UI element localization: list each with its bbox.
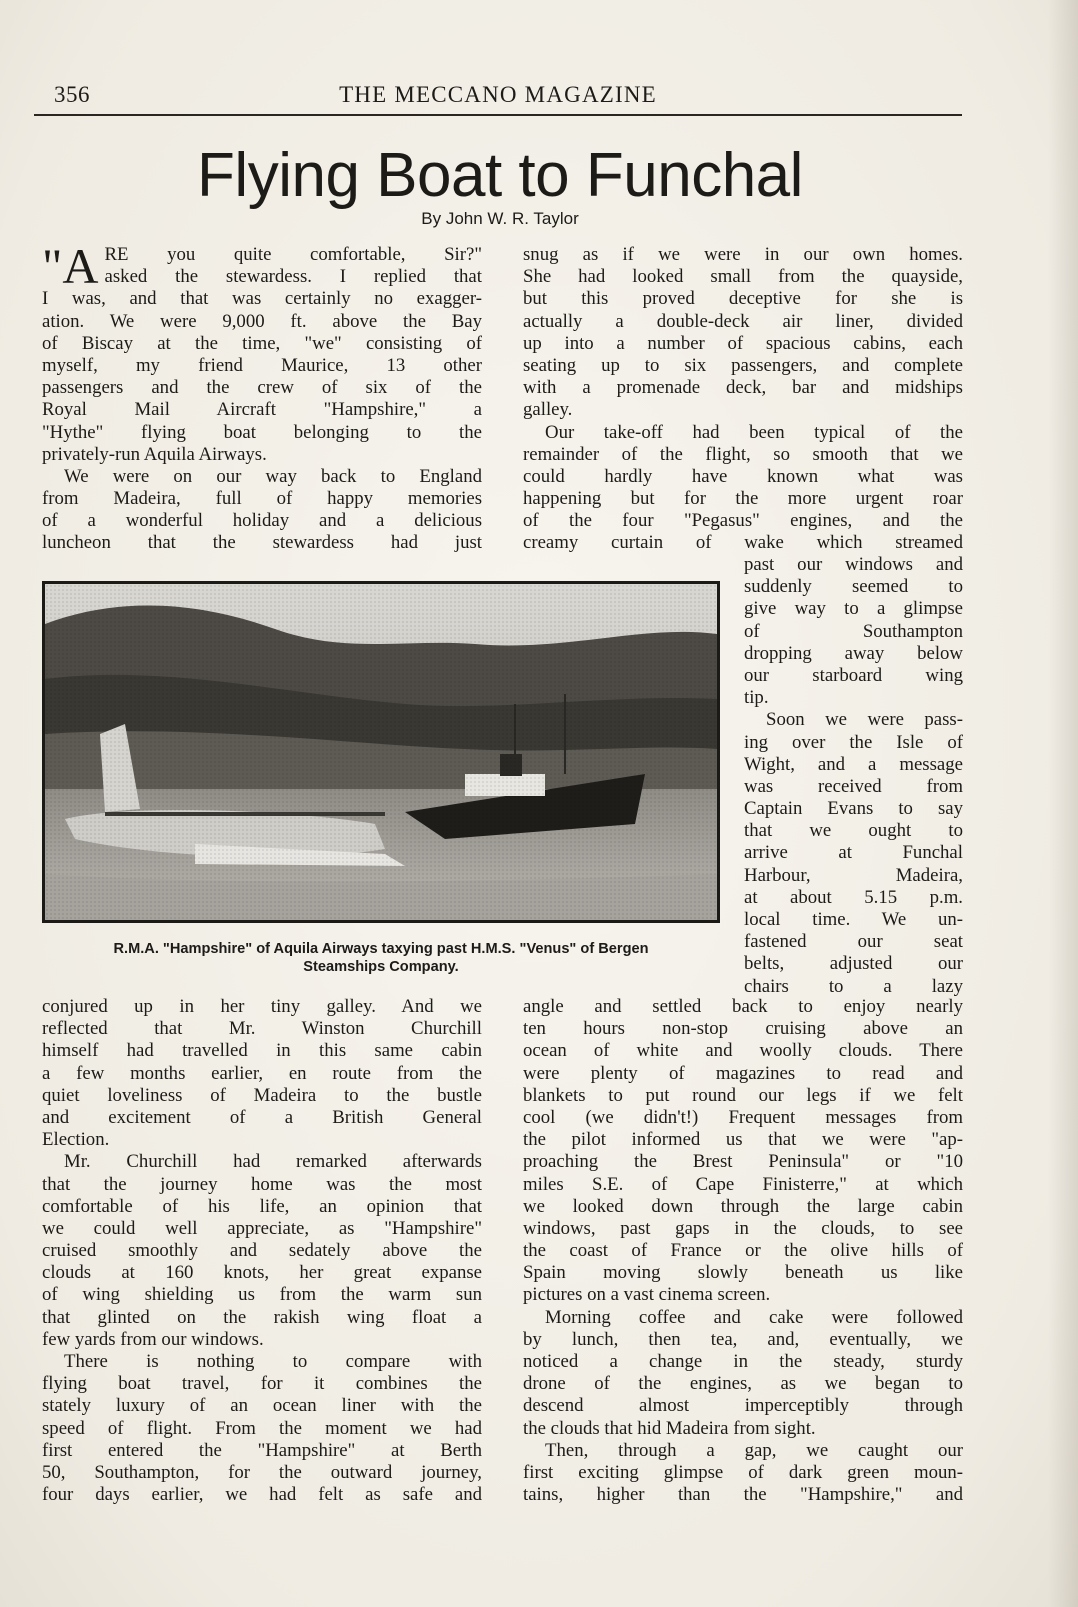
text-line: was received from	[744, 775, 963, 797]
text-line: of a wonderful holiday and a delicious	[42, 510, 482, 532]
text-line: fastened our seat	[744, 931, 963, 953]
text-line: clouds at 160 knots, her great expanse	[42, 1262, 482, 1284]
text-line: belts, adjusted our	[744, 953, 963, 975]
text-line: of Southampton	[744, 620, 963, 642]
page-edge-shadow	[1048, 0, 1078, 1607]
text-line: conjured up in her tiny galley. And we	[42, 996, 482, 1017]
text-line: that the journey home was the most	[42, 1173, 482, 1195]
text-line: himself had travelled in this same cabin	[42, 1040, 482, 1062]
column-narrow-beside-photo	[744, 554, 963, 998]
text-line: that glinted on the rakish wing float a	[42, 1306, 482, 1328]
text-line: a few months earlier, en route from the	[42, 1062, 482, 1084]
column-left-bottom	[42, 996, 482, 1506]
text-line: Election.	[42, 1129, 110, 1151]
text-line: quiet loveliness of Madeira to the bustle	[42, 1084, 482, 1106]
header-rule	[34, 114, 962, 116]
page-number: 356	[54, 82, 90, 107]
figure-caption	[42, 940, 720, 976]
text-line: drone of the engines, as we began to	[523, 1373, 963, 1395]
text-line: privately-run Aquila Airways.	[42, 443, 267, 465]
text-line: comfortable of his life, an opinion that	[42, 1195, 482, 1217]
text-line: ten hours non-stop cruising above an	[523, 1018, 963, 1040]
harbour-photo-illustration	[45, 584, 717, 920]
text-line: were plenty of magazines to read and	[523, 1062, 963, 1084]
text-line: that we ought to	[744, 820, 963, 842]
drop-cap: "A	[42, 238, 99, 294]
text-line: suddenly seemed to	[744, 576, 963, 598]
text-line: and excitement of a British General	[42, 1106, 482, 1128]
text-line: blankets to put round our legs if we felt	[523, 1084, 963, 1106]
text-line: few yards from our windows.	[42, 1328, 264, 1350]
text-line: snug as if we were in our own homes.	[523, 244, 963, 265]
text-line: pictures on a vast cinema screen.	[523, 1284, 771, 1306]
text-line: at about 5.15 p.m.	[744, 886, 963, 908]
text-line: with a promenade deck, bar and midships	[523, 377, 963, 399]
text-line: chairs to a lazy	[744, 975, 963, 997]
column-left-top	[42, 238, 482, 555]
text-line: Royal Mail Aircraft "Hampshire," a	[42, 399, 482, 421]
text-line: Spain moving slowly beneath us like	[523, 1262, 963, 1284]
magazine-title: THE MECCANO MAGAZINE	[339, 82, 657, 107]
text-line: luncheon that the stewardess had just	[42, 532, 482, 554]
text-line: proaching the Brest Peninsula" or "10	[523, 1151, 963, 1173]
text-line: the coast of France or the olive hills of	[523, 1240, 963, 1262]
text-line: of the four "Pegasus" engines, and the	[523, 510, 963, 532]
text-line: dropping away below	[744, 642, 963, 664]
text-line: cruised smoothly and sedately above the	[42, 1240, 482, 1262]
text-line: myself, my friend Maurice, 13 other	[42, 354, 482, 376]
caption-line: R.M.A. "Hampshire" of Aquila Airways taxying past H.M.S. "Venus" of Bergen	[113, 941, 649, 957]
text-line: asked the stewardess. I replied that	[104, 266, 482, 288]
text-line: of wing shielding us from the warm sun	[42, 1284, 482, 1306]
text-line: the pilot informed us that we were "ap-	[523, 1129, 963, 1151]
text-line: Our take-off had been typical of the	[545, 421, 963, 443]
text-line: give way to a glimpse	[744, 598, 963, 620]
text-line: from Madeira, full of happy memories	[42, 488, 482, 510]
text-line: seating up to six passengers, and complete	[523, 354, 963, 376]
text-line: we looked down through the large cabin	[523, 1195, 963, 1217]
text-line: Wight, and a message	[744, 753, 963, 775]
text-line: could hardly have known what was	[523, 465, 963, 487]
text-line: galley.	[523, 399, 573, 421]
text-line: our starboard wing	[744, 664, 963, 686]
text-line: ing over the Isle of	[744, 731, 963, 753]
text-line: There is nothing to compare with	[64, 1351, 482, 1372]
text-line: miles S.E. of Cape Finisterre," at which	[523, 1173, 963, 1195]
text-line: we could well appreciate, as "Hampshire"	[42, 1217, 482, 1239]
text-line: stately luxury of an ocean liner with the	[42, 1395, 482, 1417]
text-line: of Biscay at the time, "we" consisting of	[42, 332, 482, 354]
text-line: the clouds that hid Madeira from sight.	[523, 1417, 816, 1439]
article-title: Flying Boat to Funchal	[197, 141, 803, 210]
text-line: Soon we were pass-	[766, 709, 963, 731]
text-line: Harbour, Madeira,	[744, 864, 963, 886]
text-line: windows, past gaps in the clouds, to see	[523, 1217, 963, 1239]
text-line: Then, through a gap, we caught our	[545, 1439, 963, 1461]
text-line: but this proved deceptive for she is	[523, 288, 963, 310]
text-line: She had looked small from the quayside,	[523, 266, 963, 288]
text-line: flying boat travel, for it combines the	[42, 1373, 482, 1395]
text-line: descend almost imperceptibly through	[523, 1395, 963, 1417]
text-line: ation. We were 9,000 ft. above the Bay	[42, 310, 482, 332]
text-line: up into a number of spacious cabins, each	[523, 332, 963, 354]
text-line: Mr. Churchill had remarked afterwards	[64, 1151, 482, 1173]
text-line: ocean of white and woolly clouds. There	[523, 1040, 963, 1062]
page-header	[34, 78, 962, 114]
text-line: noticed a change in the steady, sturdy	[523, 1351, 963, 1372]
column-right-bottom	[523, 996, 963, 1506]
text-line: cool (we didn't!) Frequent messages from	[523, 1106, 963, 1128]
text-line: first entered the "Hampshire" at Berth	[42, 1439, 482, 1461]
text-line: angle and settled back to enjoy nearly	[523, 996, 963, 1017]
text-line: remainder of the flight, so smooth that we	[523, 443, 963, 465]
text-line: by lunch, then tea, and, eventually, we	[523, 1328, 963, 1350]
text-line: past our windows and	[744, 554, 963, 575]
text-line: I was, and that was certainly no exagger-	[42, 288, 482, 310]
text-line: We were on our way back to England	[64, 465, 482, 487]
text-line: first exciting glimpse of dark green moun-	[523, 1461, 963, 1483]
text-line: tip.	[744, 687, 769, 709]
text-line: local time. We un-	[744, 909, 963, 930]
text-line: four days earlier, we had felt as safe and	[42, 1484, 482, 1506]
text-line: arrive at Funchal	[744, 842, 963, 864]
photo-flying-boat-and-ship	[42, 581, 720, 923]
text-line: actually a double-deck air liner, divided	[523, 310, 963, 332]
text-line: Captain Evans to say	[744, 798, 963, 820]
text-line: "Hythe" flying boat belonging to the	[42, 421, 482, 443]
column-right-top	[523, 244, 963, 555]
text-line: reflected that Mr. Winston Churchill	[42, 1018, 482, 1040]
article-byline: By John W. R. Taylor	[421, 209, 579, 228]
text-line: creamy curtain of wake which streamed	[523, 532, 963, 554]
caption-line: Steamships Company.	[303, 959, 459, 975]
text-line: speed of flight. From the moment we had	[42, 1417, 482, 1439]
text-line: 50, Southampton, for the outward journey,	[42, 1461, 482, 1483]
text-line: happening but for the more urgent roar	[523, 488, 963, 510]
text-line: Morning coffee and cake were followed	[545, 1306, 963, 1328]
text-line: RE you quite comfortable, Sir?"	[104, 244, 482, 265]
text-line: tains, higher than the "Hampshire," and	[523, 1484, 963, 1506]
text-line: passengers and the crew of six of the	[42, 377, 482, 399]
